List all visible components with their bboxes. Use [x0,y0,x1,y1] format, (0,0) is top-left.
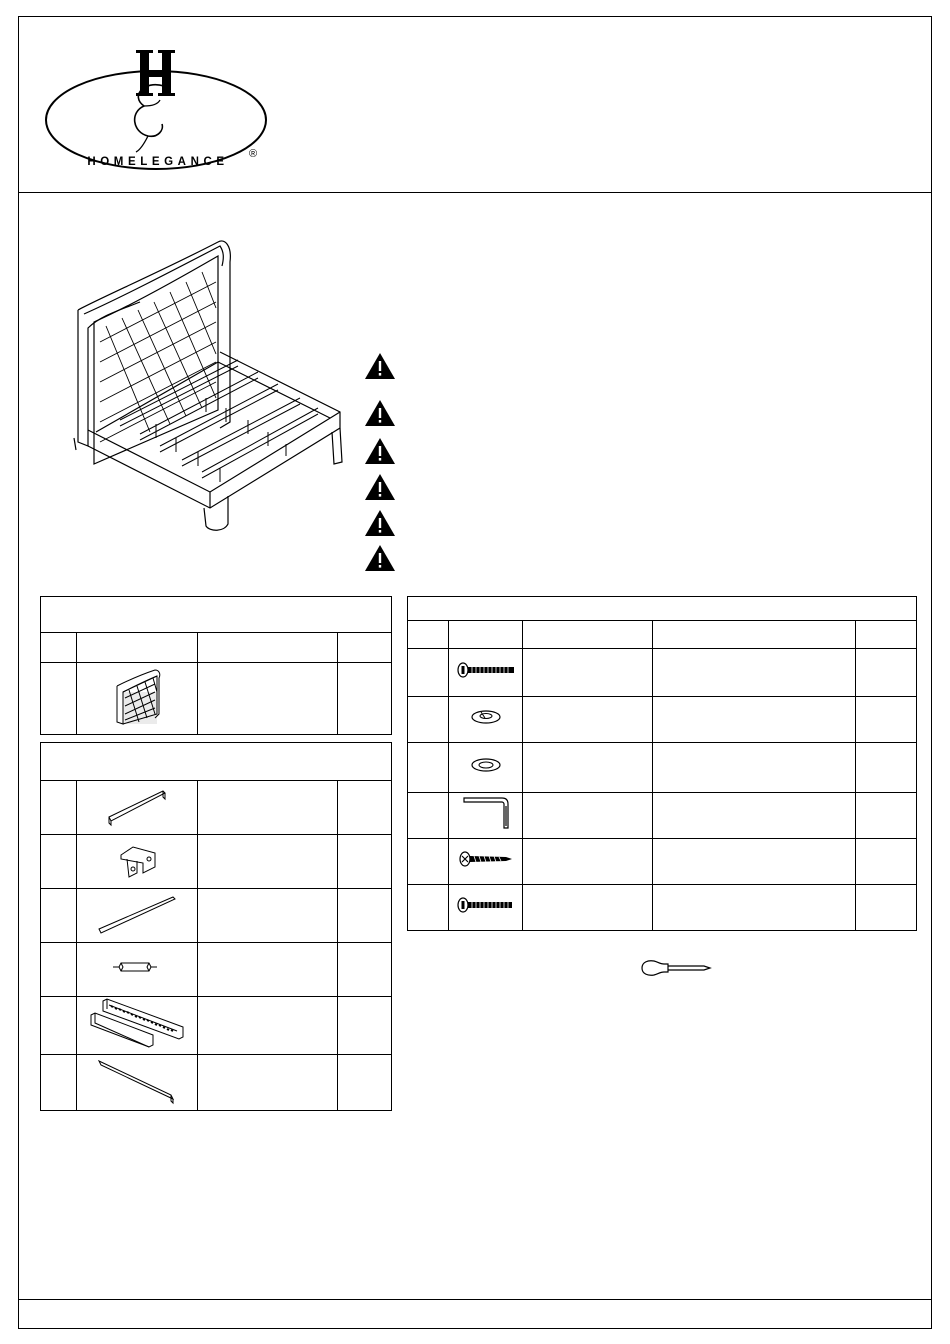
tools-text [420,958,630,978]
screwdriver-icon [638,957,714,979]
table-row [41,997,392,1055]
table-row [408,885,917,931]
warning-triangle-icon [364,352,396,380]
table-row [41,1055,392,1111]
slat-icon [95,1055,179,1105]
hardware-header-no [408,621,449,649]
corner-bracket-icon [115,837,159,881]
side-rail-icon [105,783,169,827]
warning-triangle-icon [364,544,396,572]
leg-icon [111,955,163,979]
box2-parts-table [40,742,392,1111]
box1-header-no [41,633,77,663]
hardware-header-picture [449,621,523,649]
table-row [408,649,917,697]
box1-header-qty [338,633,392,663]
flat-washer-icon [469,756,503,774]
footer-divider [18,1299,932,1300]
hardware-table [407,596,917,931]
table-row [41,943,392,997]
box1-parts-table [40,596,392,735]
lock-washer-icon [469,708,503,726]
brand-logo [44,40,272,172]
short-bolt-icon [456,896,516,914]
table-row [41,781,392,835]
hardware-header-spec [653,621,856,649]
table-row [408,793,917,839]
bed-illustration [60,232,360,542]
table-row [41,889,392,943]
hardware-title [408,597,917,621]
slat-support-rail-icon [95,891,179,935]
warning-triangle-icon [364,473,396,501]
footer-text [30,1305,920,1325]
warning-triangle-icon [364,399,396,427]
registered-mark: ® [249,148,258,160]
table-row [408,697,917,743]
wood-screw-icon [458,850,514,868]
hardware-header-qty [856,621,917,649]
brand-name: HOMELEGANCE [87,156,229,168]
box2-title [41,743,392,781]
footboard-rail-icon [87,997,187,1049]
box1-header-picture [77,633,198,663]
headboard-icon [109,666,165,726]
logo-ellipse-icon [44,40,272,172]
hardware-header-name [523,621,653,649]
table-row [408,743,917,793]
box1-header-description [198,633,338,663]
table-row [41,835,392,889]
header-divider [18,192,932,193]
table-row [41,663,392,735]
bed-icon [60,232,360,542]
table-row [408,839,917,885]
warning-triangle-icon [364,509,396,537]
box1-title [41,597,392,633]
warning-triangle-icon [364,437,396,465]
allen-key-icon [458,794,514,832]
long-bolt-icon [456,661,516,679]
